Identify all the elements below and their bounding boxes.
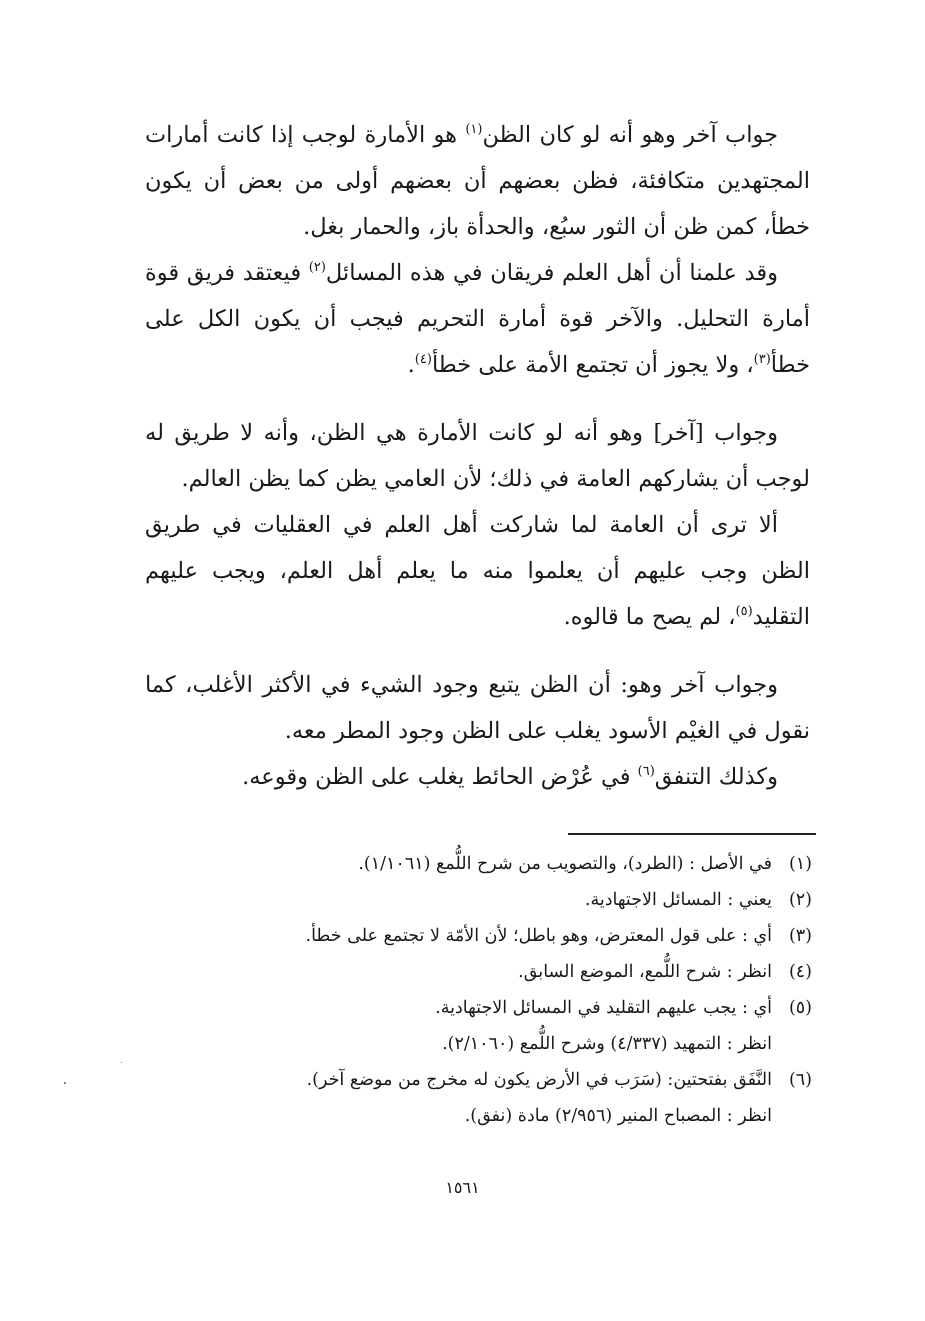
footnote-ref-5[interactable]: (٥) [735, 604, 753, 619]
footnote-1 [150, 846, 812, 882]
paragraph-text: جواب آخر وهو أنه لو كان الظن [482, 122, 778, 148]
paragraph-text: فيعتقد فريق قوة أمارة التحليل. والآخر قوة أمارة التحريم فيجب أن يكون الكل على خطأ [145, 260, 810, 378]
footnote-text [150, 918, 772, 954]
footnote-line: انظر : شرح اللُّمع، الموضع السابق. [518, 962, 772, 982]
paragraph-text: ، لم يصح ما قالوه. [563, 604, 736, 630]
paragraph-text: ، ولا يجوز أن تجتمع الأمة على خطأ [431, 352, 754, 378]
footnote-text [150, 990, 772, 1062]
footnotes [150, 846, 812, 1134]
footnote-line: النَّفَق بفتحتين: (سَرَب في الأرض يكون له مخرج من موضع آخر). [306, 1070, 772, 1090]
footnote-ref-2[interactable]: (٢) [308, 260, 326, 275]
footnote-line: انظر : المصباح المنير (٢/٩٥٦) مادة (نفق). [464, 1106, 772, 1126]
paragraph-2 [145, 250, 810, 388]
footnote-text [150, 954, 772, 990]
paragraph-text: وقد علمنا أن أهل العلم فريقان في هذه المسائل [325, 260, 778, 286]
footnote-number: (٢) [788, 890, 812, 910]
footnote-line: أي : يجب عليهم التقليد في المسائل الاجتهادية. [435, 998, 772, 1018]
footnote-line: انظر : التمهيد (٤/٣٣٧) وشرح اللُّمع (٢/١٠٦٠). [442, 1034, 772, 1054]
footnote-5 [150, 990, 812, 1062]
page-number: ١٥٦١ [445, 1178, 480, 1197]
footnote-number: (٥) [788, 998, 812, 1018]
paragraph-text: . [407, 352, 415, 378]
scan-speck [64, 1082, 66, 1084]
paragraph-1 [145, 112, 810, 250]
paragraph-6 [145, 754, 810, 800]
footnote-number: (٦) [788, 1070, 812, 1090]
footnote-number: (١) [788, 854, 812, 874]
footnote-text [150, 846, 772, 882]
paragraph-5 [145, 662, 810, 754]
paragraph-text: وجواب [آخر] وهو أنه لو كانت الأمارة هي الظن، وأنه لا طريق له لوجب أن يشاركهم العامة في ذلك؛ لأن العامي يظن كما يظن العالم. [145, 420, 810, 492]
paragraph-text: وكذلك التنفق [654, 764, 778, 790]
footnote-text [150, 1062, 772, 1134]
footnote-ref-1[interactable]: (١) [465, 122, 483, 137]
footnote-3 [150, 918, 812, 954]
footnote-ref-3[interactable]: (٣) [753, 352, 771, 367]
footnote-line: أي : على قول المعترض، وهو باطل؛ لأن الأمّة لا تجتمع على خطأ. [305, 926, 772, 946]
paragraph-text: في عُرْض الحائط يغلب على الظن وقوعه. [242, 764, 638, 790]
footnote-ref-6[interactable]: (٦) [637, 764, 655, 779]
footnote-2 [150, 882, 812, 918]
footnote-6 [150, 1062, 812, 1134]
footnote-line: في الأصل : (الطرد)، والتصويب من شرح اللُّمع (١/١٠٦١). [358, 854, 772, 874]
footnote-separator [568, 833, 816, 835]
paragraph-text: وجواب آخر وهو: أن الظن يتبع وجود الشيء في الأكثر الأغلب، كما نقول في الغيْم الأسود يغلب على الظن وجود المطر معه. [145, 672, 810, 744]
footnote-ref-4[interactable]: (٤) [414, 352, 432, 367]
footnote-4 [150, 954, 812, 990]
footnote-text [150, 882, 772, 918]
scan-speck [121, 1062, 122, 1063]
paragraph-4 [145, 502, 810, 640]
footnote-line: يعني : المسائل الاجتهادية. [584, 890, 772, 910]
paragraph-3 [145, 410, 810, 502]
footnote-number: (٣) [788, 926, 812, 946]
paragraph-text: هو الأمارة لوجب إذا كانت أمارات المجتهدين متكافئة، فظن بعضهم أن بعضهم أولى من بعض أن يكون خطأ، كمن ظن أن الثور سبُع، والحدأة باز، والحمار بغل. [145, 122, 810, 240]
footnote-number: (٤) [788, 962, 812, 982]
main-text [145, 112, 810, 800]
paragraph-text: ألا ترى أن العامة لما شاركت أهل العلم في العقليات في طريق الظن وجب عليهم أن يعلموا منه ما يعلم أهل العلم، ويجب عليهم التقليد [145, 512, 810, 630]
